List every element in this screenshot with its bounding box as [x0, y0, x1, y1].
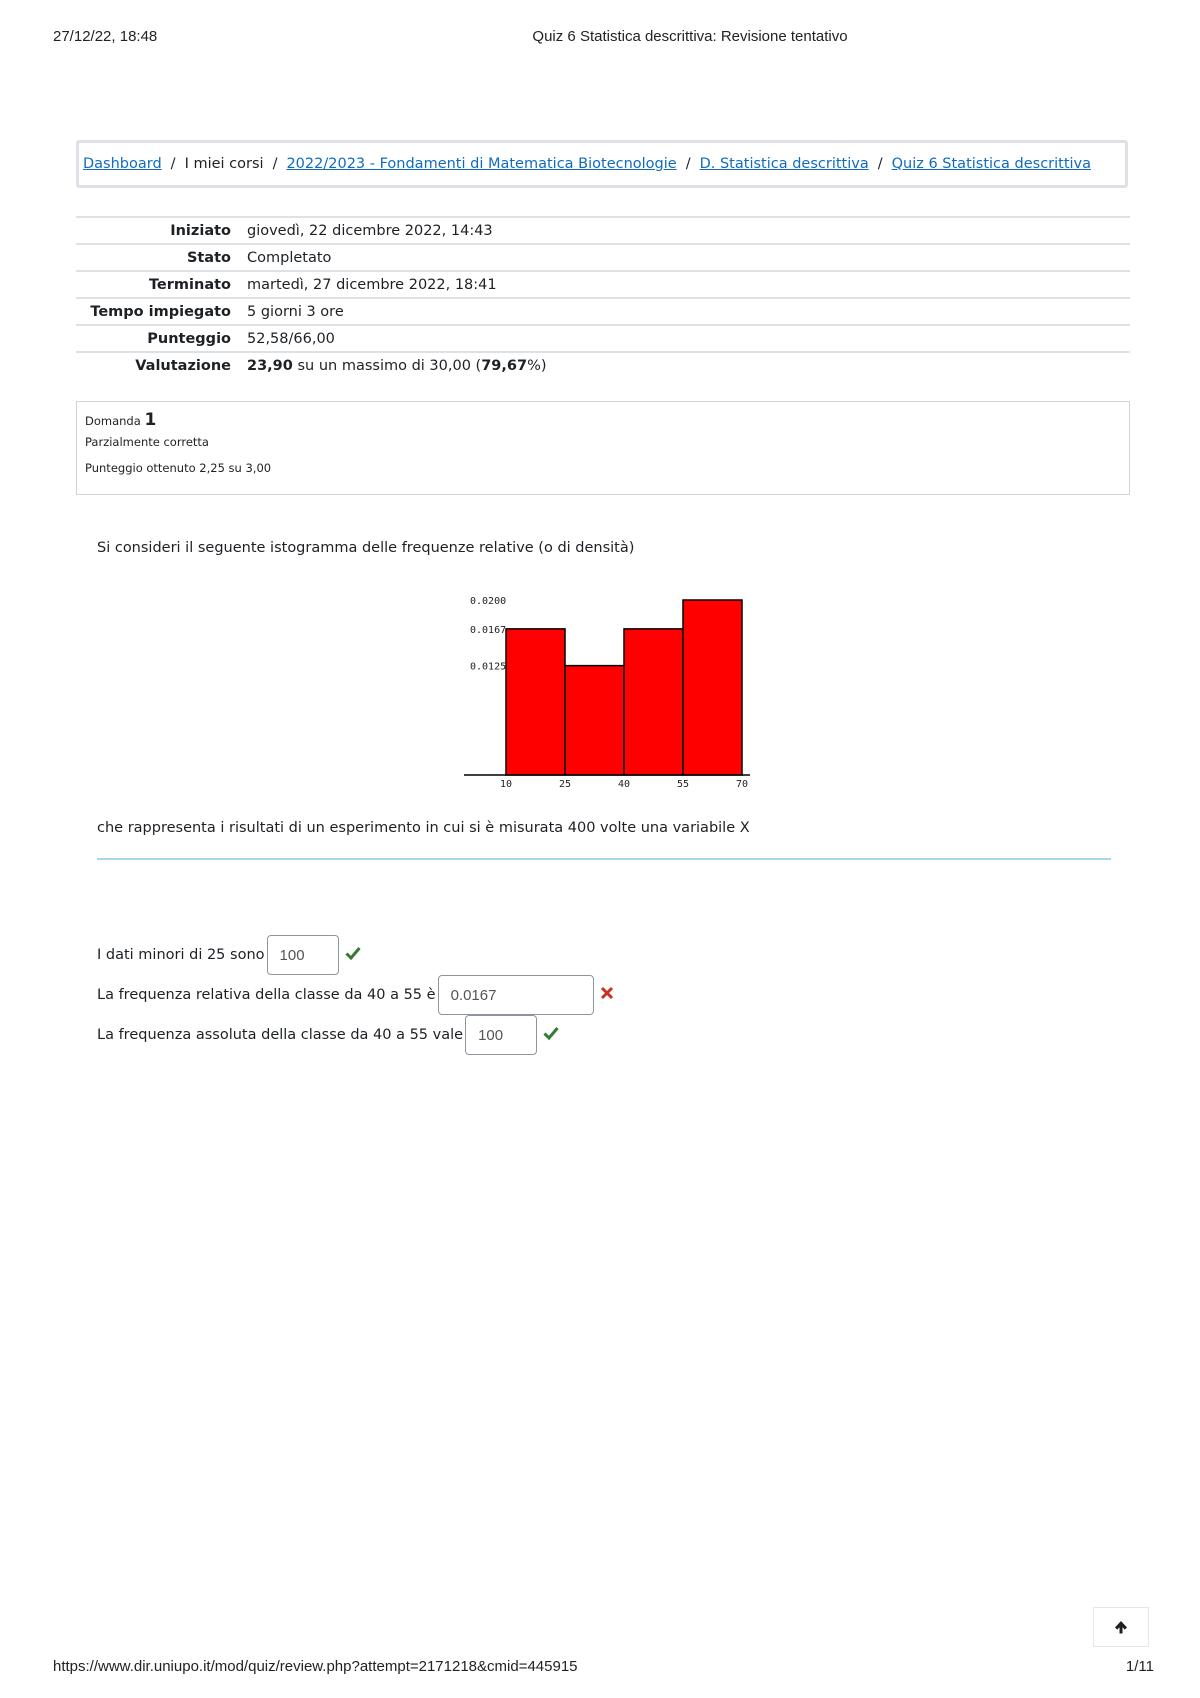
- histogram-chart: [450, 590, 770, 795]
- summary-row-finished: [76, 271, 1130, 298]
- y-tick-label-2: 0.0167: [470, 624, 507, 636]
- summary-value: 52,58/66,00: [245, 325, 1130, 352]
- breadcrumb: [76, 140, 1128, 188]
- histogram-bar-3: [624, 629, 683, 775]
- summary-value: martedì, 27 dicembre 2022, 18:41: [245, 271, 1130, 298]
- breadcrumb-my-courses: I miei corsi: [184, 156, 264, 172]
- histogram-bar-1: [506, 629, 565, 775]
- summary-row-state: [76, 244, 1130, 271]
- question-state: Parzialmente corretta: [85, 435, 209, 449]
- question-label: Domanda: [85, 414, 141, 428]
- answer-label: La frequenza relativa della classe da 40 a 55 è: [97, 987, 436, 1003]
- question-number: [85, 410, 1129, 431]
- breadcrumb-separator: /: [685, 156, 691, 172]
- breadcrumb-course[interactable]: 2022/2023 - Fondamenti di Matematica Biotecnologie: [286, 156, 677, 172]
- x-tick-label-2: 25: [558, 779, 572, 790]
- summary-value: giovedì, 22 dicembre 2022, 14:43: [245, 217, 1130, 244]
- answer-label: La frequenza assoluta della classe da 40 a 55 vale: [97, 1027, 464, 1043]
- histogram-bar-4: [683, 600, 742, 775]
- check-icon: [345, 946, 363, 964]
- question-info-box: [76, 401, 1130, 495]
- answer-input-3[interactable]: [465, 1015, 537, 1055]
- print-datetime: 27/12/22, 18:48: [53, 28, 158, 45]
- summary-row-grade: [76, 352, 1130, 378]
- grade-end: %): [527, 357, 547, 374]
- answer-row-2: [97, 975, 618, 1015]
- breadcrumb-section[interactable]: D. Statistica descrittiva: [699, 156, 869, 172]
- attempt-summary-table: [76, 216, 1130, 378]
- breadcrumb-separator: /: [272, 156, 278, 172]
- answer-label: I dati minori di 25 sono: [97, 947, 265, 963]
- x-tick-label-3: 40: [617, 779, 631, 790]
- grade-percent: 79,67: [481, 357, 528, 374]
- answer-input-1[interactable]: [267, 935, 339, 975]
- summary-value: Completato: [245, 244, 1130, 271]
- grade-middle: su un massimo di 30,00 (: [292, 357, 482, 374]
- summary-label: Terminato: [76, 271, 245, 298]
- summary-label: Iniziato: [76, 217, 245, 244]
- breadcrumb-separator: /: [170, 156, 176, 172]
- x-tick-label-5: 70: [735, 779, 749, 790]
- section-divider: [97, 858, 1111, 860]
- summary-label: Punteggio: [76, 325, 245, 352]
- print-page-number: 1/11: [1125, 1658, 1154, 1675]
- back-to-top-button[interactable]: [1093, 1607, 1149, 1647]
- summary-row-started: [76, 217, 1130, 244]
- question-intro: Si consideri il seguente istogramma delle frequenze relative (o di densità): [97, 540, 635, 556]
- summary-label: Stato: [76, 244, 245, 271]
- question-description: che rappresenta i risultati di un esperimento in cui si è misurata 400 volte una variabile X: [97, 820, 750, 836]
- answer-row-3: [97, 1015, 561, 1055]
- summary-grade-value: [245, 352, 1130, 378]
- breadcrumb-separator: /: [877, 156, 883, 172]
- breadcrumb-quiz[interactable]: Quiz 6 Statistica descrittiva: [891, 156, 1092, 172]
- histogram-bar-2: [565, 666, 624, 775]
- summary-row-time-taken: [76, 298, 1130, 325]
- summary-value: 5 giorni 3 ore: [245, 298, 1130, 325]
- cross-icon: [600, 986, 618, 1004]
- summary-label: Valutazione: [76, 352, 245, 378]
- x-tick-label-4: 55: [676, 779, 690, 790]
- arrow-up-icon: [1113, 1619, 1129, 1635]
- answer-input-2[interactable]: [438, 975, 594, 1015]
- x-tick-label-1: 10: [499, 779, 513, 790]
- grade-score: 23,90: [247, 357, 293, 374]
- print-title: Quiz 6 Statistica descrittiva: Revisione tentativo: [532, 28, 848, 45]
- question-grade: Punteggio ottenuto 2,25 su 3,00: [85, 461, 272, 475]
- answer-row-1: [97, 935, 363, 975]
- question-number-value: 1: [144, 410, 157, 430]
- summary-row-marks: [76, 325, 1130, 352]
- y-tick-label-3: 0.0125: [470, 661, 507, 673]
- check-icon: [543, 1026, 561, 1044]
- breadcrumb-dashboard[interactable]: Dashboard: [83, 156, 162, 172]
- y-tick-label-1: 0.0200: [470, 596, 507, 607]
- print-url: https://www.dir.uniupo.it/mod/quiz/review.php?attempt=2171218&cmid=445915: [53, 1658, 578, 1675]
- summary-label: Tempo impiegato: [76, 298, 245, 325]
